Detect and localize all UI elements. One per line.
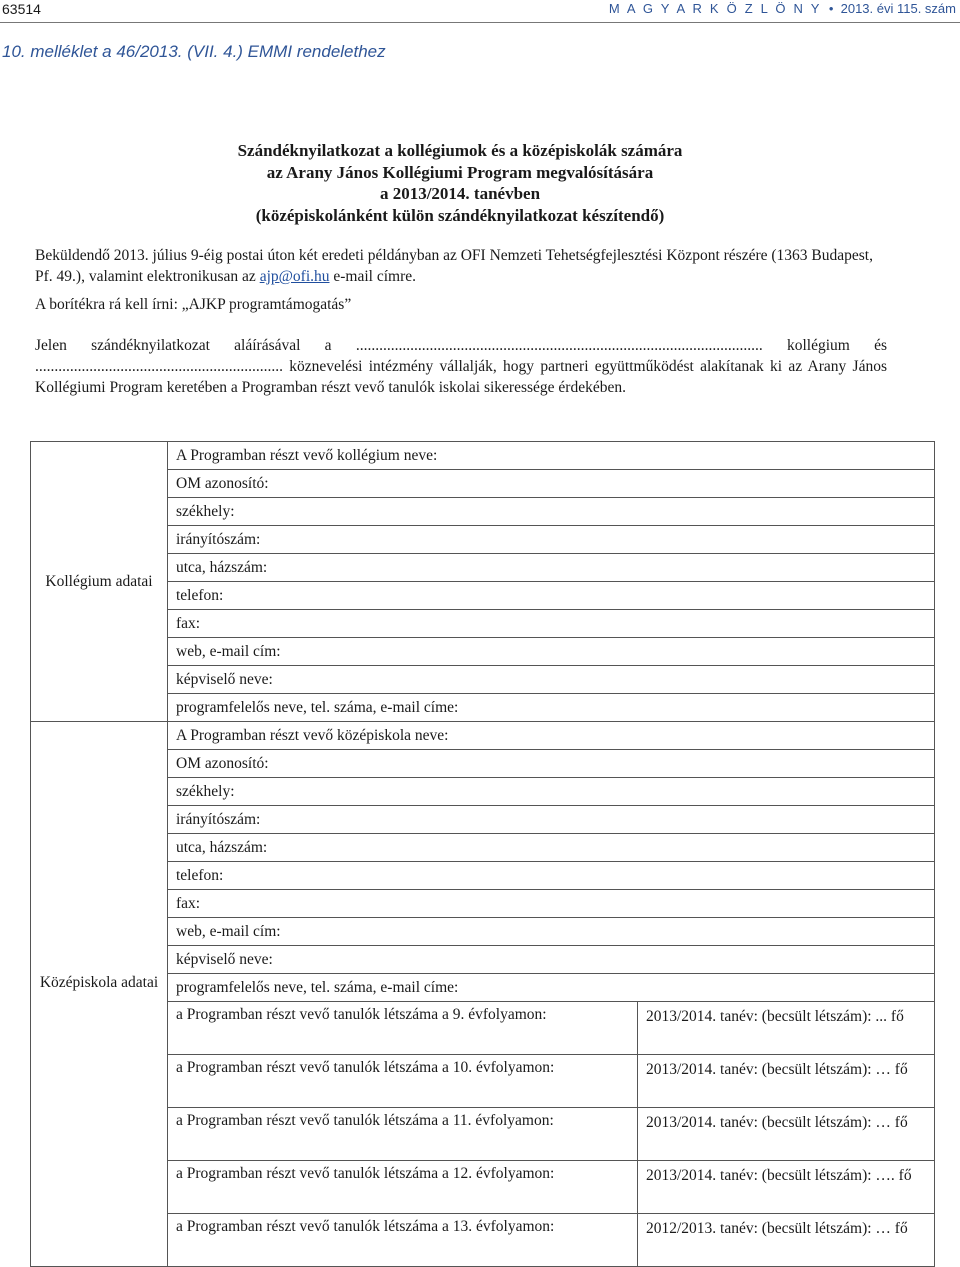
kollegium-section-cell bbox=[31, 442, 168, 722]
submission-instructions bbox=[35, 245, 887, 287]
data-form-table bbox=[30, 441, 935, 1267]
form-field[interactable]: A Programban részt vevő középiskola neve: bbox=[168, 722, 935, 750]
title-line-3: a 2013/2014. tanévben bbox=[379, 184, 541, 203]
form-field[interactable]: web, e-mail cím: bbox=[168, 918, 935, 946]
page-number: 63514 bbox=[2, 1, 41, 17]
kozepiskola-section-label: Középiskola adatai bbox=[39, 974, 159, 991]
declaration-text: Jelen szándéknyilatkozat aláírásával a ......................................................................................................... kollégium és ................................................................ köznevelési intézmény vállalják, hogy partneri együttműködést alakítanak ki az Arany János Kollégiumi Program keretében a Programban részt vevő tanulók iskolai sikeressége érdekében. bbox=[35, 337, 887, 396]
form-row bbox=[31, 722, 935, 750]
journal-name: M A G Y A R K Ö Z L Ö N Y bbox=[608, 1, 822, 16]
annex-reference: 10. melléklet a 46/2013. (VII. 4.) EMMI rendelethez bbox=[2, 42, 386, 61]
page-header bbox=[0, 0, 960, 22]
form-field[interactable]: képviselő neve: bbox=[168, 946, 935, 974]
header-divider bbox=[0, 22, 960, 23]
form-field[interactable]: utca, házszám: bbox=[168, 554, 935, 582]
form-field[interactable]: utca, házszám: bbox=[168, 834, 935, 862]
form-field[interactable]: programfelelős neve, tel. száma, e-mail címe: bbox=[168, 974, 935, 1002]
form-field[interactable]: web, e-mail cím: bbox=[168, 638, 935, 666]
email-link[interactable]: ajp@ofi.hu bbox=[259, 268, 330, 285]
form-field[interactable]: telefon: bbox=[168, 582, 935, 610]
form-field[interactable]: programfelelős neve, tel. száma, e-mail címe: bbox=[168, 694, 935, 722]
count-label: a Programban részt vevő tanulók létszáma a 11. évfolyamon: bbox=[168, 1108, 638, 1161]
title-line-4: (középiskolánként külön szándéknyilatkozat készítendő) bbox=[255, 205, 665, 225]
title-line-1: Szándéknyilatkozat a kollégiumok és a középiskolák számára bbox=[237, 141, 683, 160]
form-field[interactable]: OM azonosító: bbox=[168, 750, 935, 778]
count-value[interactable]: 2013/2014. tanév: (becsült létszám): … fő bbox=[638, 1108, 935, 1161]
journal-issue: 2013. évi 115. szám bbox=[840, 1, 956, 16]
instructions-text-end: e-mail címre. bbox=[329, 268, 417, 285]
kozepiskola-section-cell bbox=[31, 722, 168, 1267]
count-value[interactable]: 2013/2014. tanév: (becsült létszám): … fő bbox=[638, 1055, 935, 1108]
form-field[interactable]: A Programban részt vevő kollégium neve: bbox=[168, 442, 935, 470]
form-field[interactable]: OM azonosító: bbox=[168, 470, 935, 498]
count-label: a Programban részt vevő tanulók létszáma a 12. évfolyamon: bbox=[168, 1161, 638, 1214]
count-label: a Programban részt vevő tanulók létszáma a 9. évfolyamon: bbox=[168, 1002, 638, 1055]
journal-title bbox=[609, 1, 956, 16]
form-field[interactable]: irányítószám: bbox=[168, 806, 935, 834]
count-value[interactable]: 2013/2014. tanév: (becsült létszám): …. fő bbox=[638, 1161, 935, 1214]
form-row bbox=[31, 442, 935, 470]
form-field[interactable]: fax: bbox=[168, 610, 935, 638]
title-line-2: az Arany János Kollégiumi Program megvalósítására bbox=[266, 162, 654, 182]
form-field[interactable]: székhely: bbox=[168, 498, 935, 526]
count-label: a Programban részt vevő tanulók létszáma a 13. évfolyamon: bbox=[168, 1214, 638, 1267]
form-field[interactable]: székhely: bbox=[168, 778, 935, 806]
instructions-text: Beküldendő 2013. július 9-éig postai úton két eredeti példányban az OFI Nemzeti Tehetségfejlesztési Központ részére (1363 Budapest, Pf. 49.), valamint elektronikusan az bbox=[35, 247, 873, 285]
count-label: a Programban részt vevő tanulók létszáma a 10. évfolyamon: bbox=[168, 1055, 638, 1108]
kollegium-section-label: Kollégium adatai bbox=[45, 572, 153, 590]
header-bullet: • bbox=[828, 1, 834, 16]
form-field[interactable]: telefon: bbox=[168, 862, 935, 890]
count-value[interactable]: 2012/2013. tanév: (becsült létszám): … fő bbox=[638, 1214, 935, 1267]
document-title bbox=[0, 140, 920, 226]
form-field[interactable]: képviselő neve: bbox=[168, 666, 935, 694]
form-field[interactable]: fax: bbox=[168, 890, 935, 918]
form-field[interactable]: irányítószám: bbox=[168, 526, 935, 554]
count-value[interactable]: 2013/2014. tanév: (becsült létszám): ... fő bbox=[638, 1002, 935, 1055]
envelope-note: A borítékra rá kell írni: „AJKP programtámogatás” bbox=[35, 296, 352, 313]
